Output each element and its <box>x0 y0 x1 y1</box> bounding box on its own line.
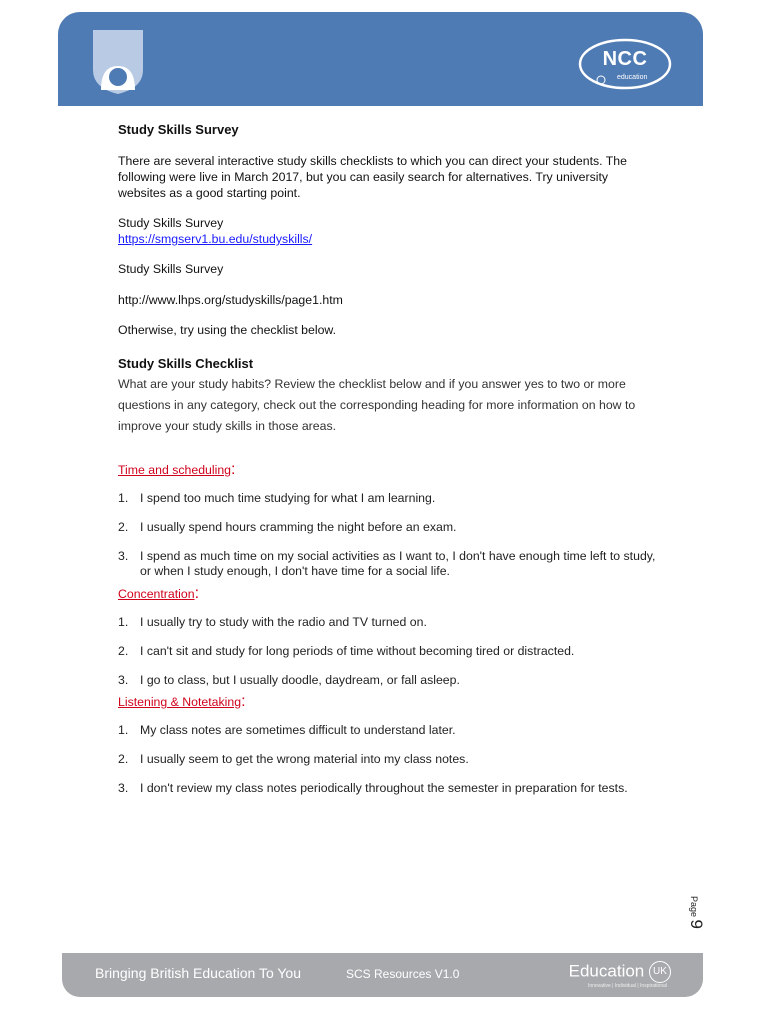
list-item: 3. I go to class, but I usually doodle, daydream, or fall asleep. <box>118 673 460 687</box>
list-item: 1. I usually try to study with the radio and TV turned on. <box>118 615 427 629</box>
section-listening-list <box>118 723 638 796</box>
list-item: 1. I spend too much time studying for what I am learning. <box>118 491 436 505</box>
list-item: 2. I usually seem to get the wrong material into my class notes. <box>118 752 469 766</box>
list-item: 2. I can't sit and study for long periods of time without becoming tired or distracted. <box>118 644 575 658</box>
survey-item2-url: http://www.lhps.org/studyskills/page1.htm <box>118 293 343 307</box>
ncc-logo <box>577 34 673 92</box>
page-number-value: 9 <box>687 919 706 930</box>
ncc-logo-subtext: education <box>617 74 648 81</box>
checklist-intro: What are your study habits? Review the checklist below and if you answer yes to two or more questions in any category, check out the corresponding heading for more information on how to improve your study skills in those areas. <box>118 377 636 433</box>
page-header <box>58 12 703 106</box>
uk-badge-icon: UK <box>649 961 671 983</box>
survey-otherwise: Otherwise, try using the checklist below. <box>118 323 337 337</box>
shield-logo-icon <box>93 30 143 94</box>
education-uk-tagline: Innovative | Individual | Inspirational <box>587 983 667 989</box>
footer-version: SCS Resources V1.0 <box>346 967 460 981</box>
ncc-logo-text: NCC <box>602 48 648 70</box>
education-uk-brand: Education <box>568 961 645 981</box>
section-time-list <box>118 491 658 579</box>
section-concentration-title[interactable]: Concentration <box>118 587 195 601</box>
list-item: 3. I spend as much time on my social activities as I want to, I don't have enough time left to study, or when I study enough, I don't have time for a social life. <box>118 549 656 578</box>
section-concentration-list <box>118 615 658 688</box>
list-item: 1. My class notes are sometimes difficult to understand later. <box>118 723 456 737</box>
section-time-heading: Time and scheduling: <box>118 461 236 478</box>
page-number <box>687 896 710 936</box>
list-item: 2. I usually spend hours cramming the night before an exam. <box>118 520 457 534</box>
section-listening-title[interactable]: Listening & Notetaking <box>118 695 242 709</box>
footer-slogan: Bringing British Education To You <box>95 965 301 981</box>
survey-title: Study Skills Survey <box>118 122 239 137</box>
list-item: 3. I don't review my class notes periodically throughout the semester in preparation for tests. <box>118 781 628 795</box>
survey-item1-link[interactable]: https://smgserv1.bu.edu/studyskills/ <box>118 232 313 246</box>
page-footer <box>62 953 703 997</box>
section-time-title[interactable]: Time and scheduling <box>118 463 232 477</box>
survey-item1-label: Study Skills Survey <box>118 216 224 230</box>
section-listening-heading: Listening & Notetaking: <box>118 693 246 710</box>
survey-item2-label: Study Skills Survey <box>118 262 224 276</box>
survey-intro: There are several interactive study skills checklists to which you can direct your students. The following were live in March 2017, but you can easily search for alternatives. Try university websites as a good starting point. <box>118 154 627 200</box>
page-label: Page <box>689 896 699 918</box>
education-uk-logo <box>569 961 671 983</box>
section-concentration-heading: Concentration: <box>118 585 200 602</box>
checklist-title: Study Skills Checklist <box>118 356 254 371</box>
